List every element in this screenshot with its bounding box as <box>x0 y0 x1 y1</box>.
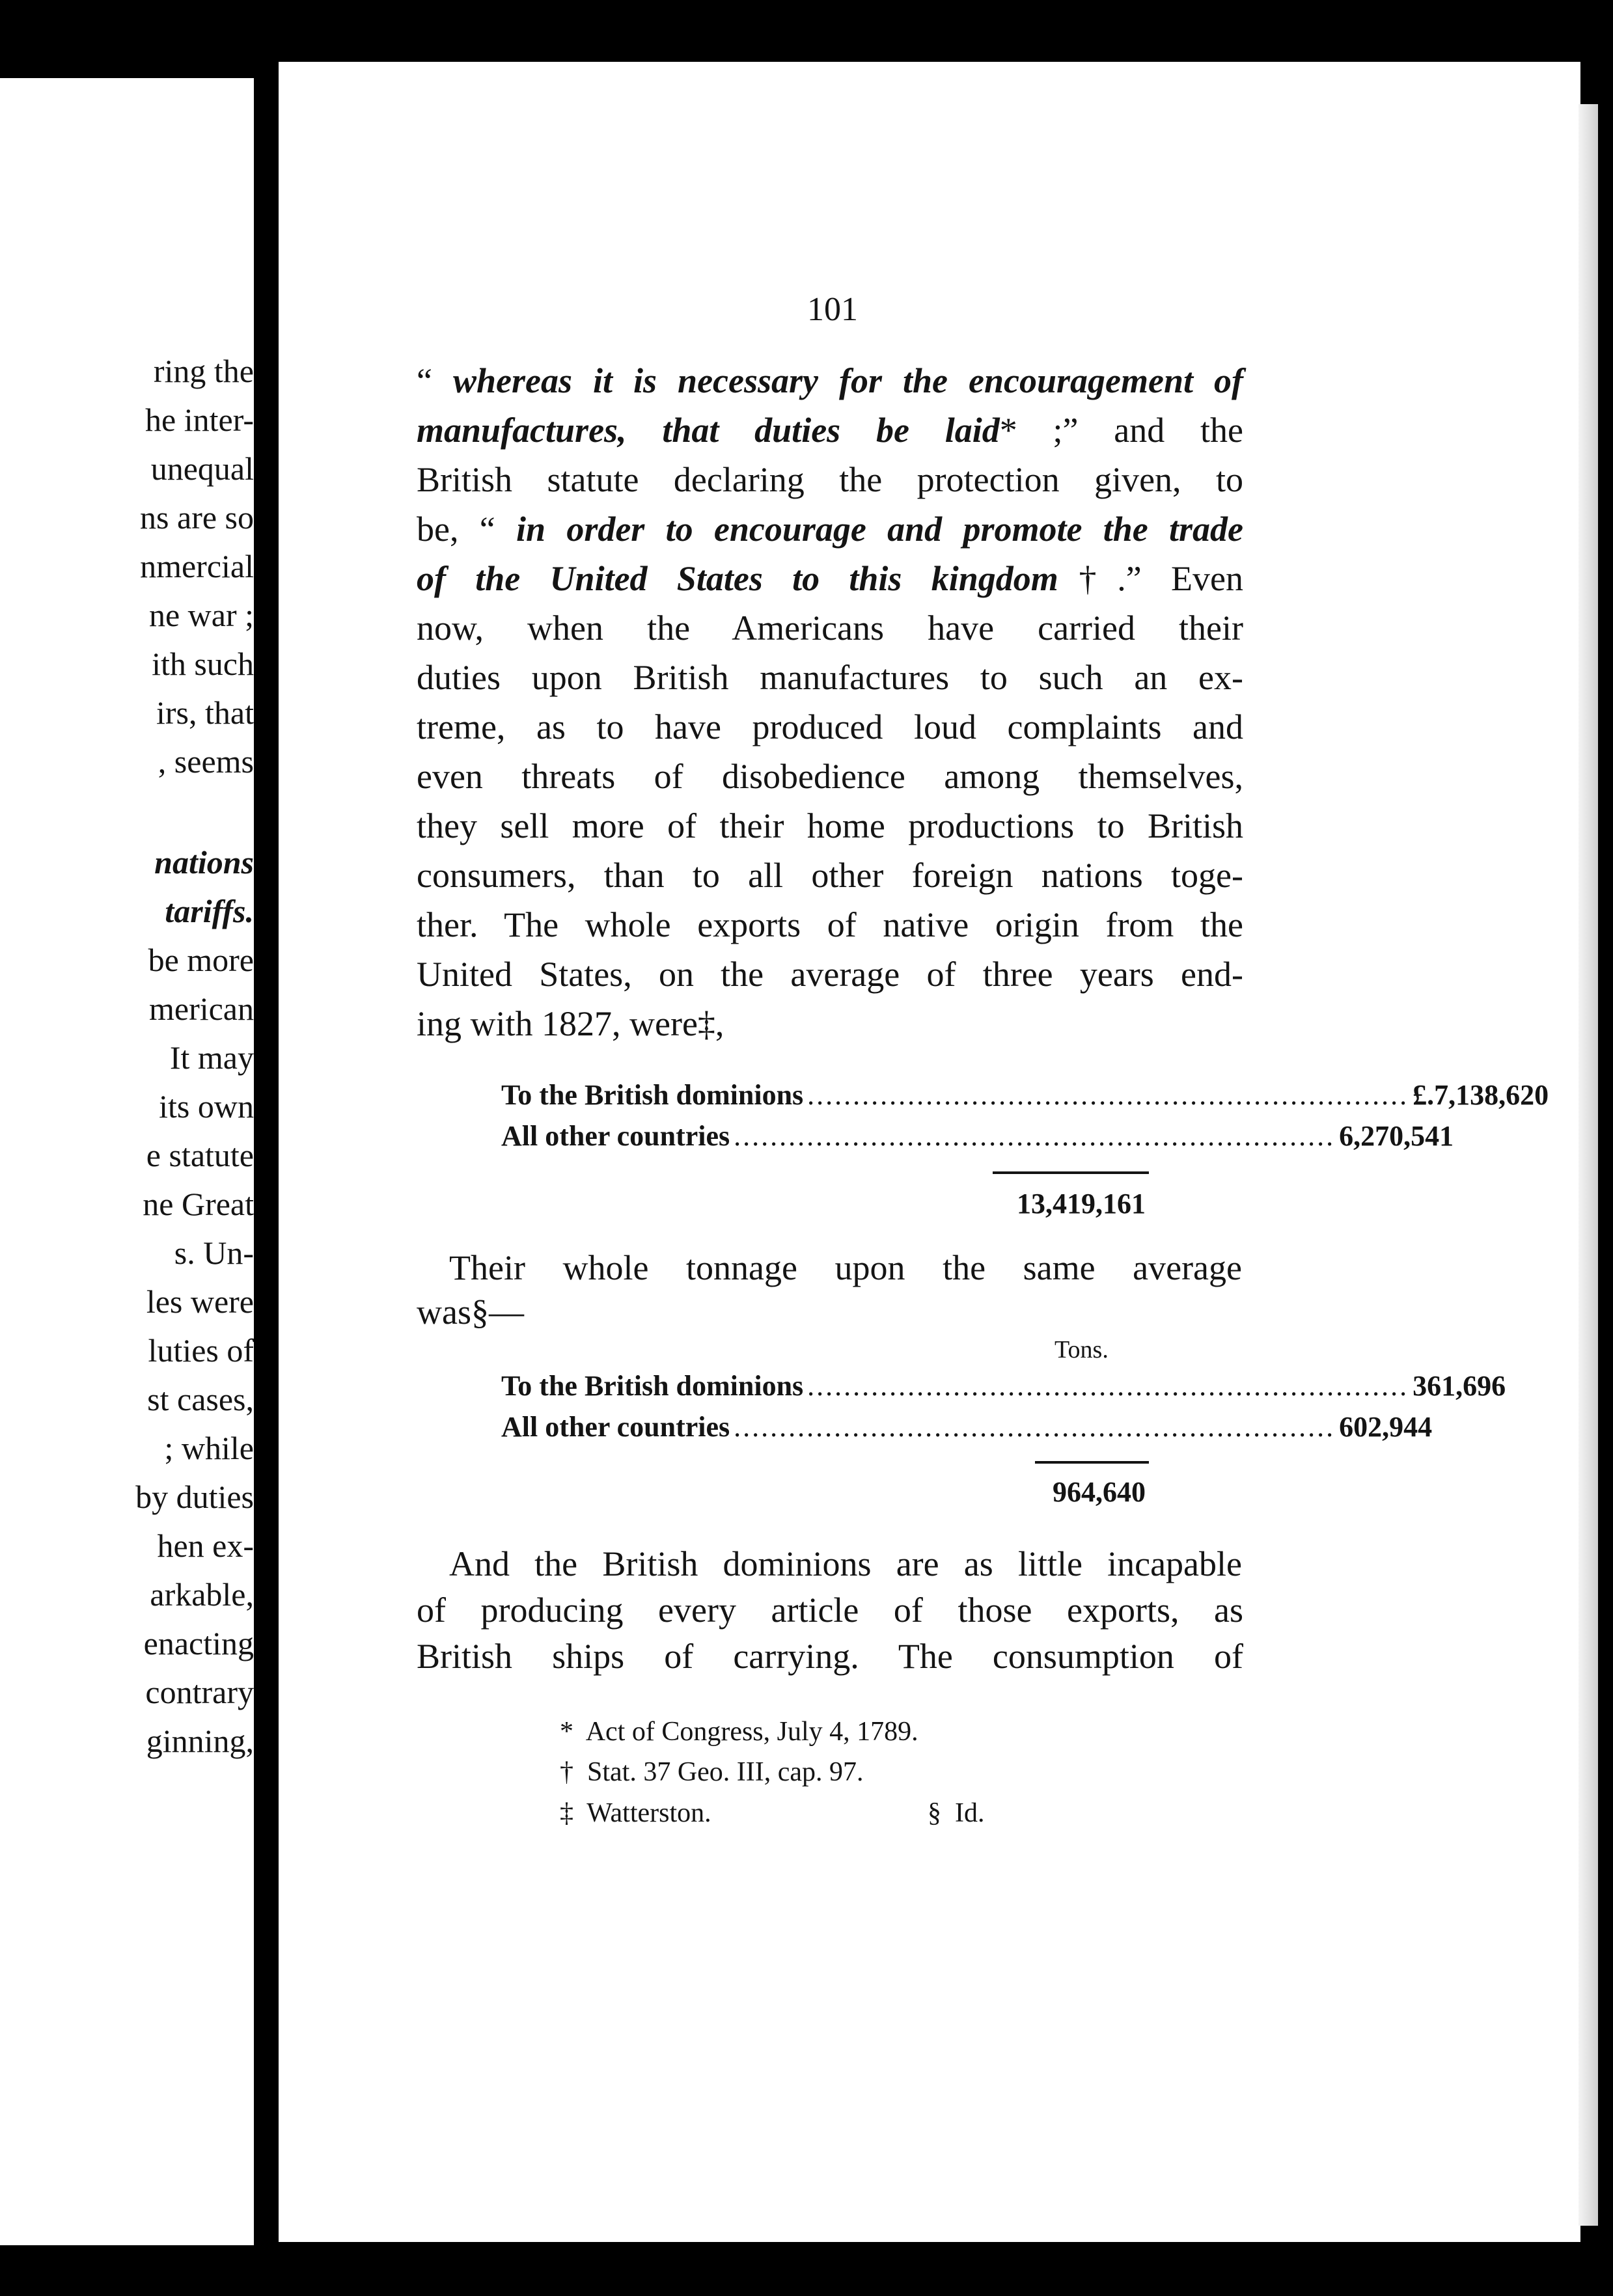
text-run: †.” Even <box>1058 559 1243 598</box>
left-page-line: enacting <box>143 1625 254 1661</box>
text-run: treme, as to have produced loud complaints and <box>417 707 1243 746</box>
exports-row-british <box>501 1077 1549 1114</box>
paragraph-2-line: was§— <box>417 1292 524 1332</box>
leader-dots: .................................................................. <box>807 1370 1409 1402</box>
left-page-line: ring the <box>153 353 254 389</box>
page-edge <box>1579 104 1598 2226</box>
left-page-line: ns are so <box>140 499 254 536</box>
paragraph-1-line <box>417 955 1243 994</box>
left-page-line: arkable, <box>150 1576 254 1613</box>
left-page-line: contrary <box>145 1674 254 1710</box>
text-run: British statute declaring the protection given, to <box>417 460 1243 499</box>
text-run: * ;” and the <box>999 411 1243 450</box>
footnote-text: Id. <box>955 1798 985 1828</box>
left-page-line: ; while <box>164 1430 254 1466</box>
left-page-line: It may <box>169 1039 254 1076</box>
row-label: To the British dominions <box>501 1079 804 1111</box>
left-page-line: ginning, <box>146 1723 254 1759</box>
footnote-mark: * <box>560 1717 573 1747</box>
text-run: consumers, than to all other foreign nations toge- <box>417 856 1243 895</box>
tonnage-row-other <box>501 1409 1433 1445</box>
left-page-line: luties of <box>148 1332 254 1369</box>
italic-text: whereas it is necessary for the encouragement of <box>452 361 1243 400</box>
left-page-line: , seems <box>158 743 254 780</box>
paragraph-2-line: Their whole tonnage upon the same average <box>449 1248 1242 1287</box>
paragraph-1-line <box>417 856 1243 895</box>
paragraph-1-line <box>417 806 1243 845</box>
left-page-line: nations <box>154 844 254 881</box>
paragraph-1-line <box>417 658 1243 697</box>
left-page-line: irs, that <box>156 694 254 731</box>
left-page-line: unequal <box>150 450 254 487</box>
left-page-line: nmercial <box>140 548 254 584</box>
text-run: they sell more of their home productions to British <box>417 806 1243 845</box>
italic-text: in order to encourage and promote the trade <box>516 510 1243 549</box>
leader-dots: .................................................................. <box>734 1120 1336 1152</box>
paragraph-1-line <box>417 460 1243 499</box>
book-gutter <box>254 78 279 2245</box>
left-page-fragment <box>0 78 254 2245</box>
row-value: 361,696 <box>1413 1370 1506 1402</box>
footnote <box>560 1799 711 1827</box>
text-run: United States, on the average of three years end- <box>417 955 1243 994</box>
sum-rule <box>1035 1461 1149 1464</box>
paragraph-1-line <box>417 707 1243 746</box>
footnote <box>560 1758 864 1786</box>
exports-row-other <box>501 1118 1454 1155</box>
footnote-mark: † <box>560 1757 573 1787</box>
left-page-line: tariffs. <box>165 893 254 929</box>
exports-total: 13,419,161 <box>1017 1188 1146 1220</box>
left-page-line: he inter- <box>145 402 254 438</box>
paragraph-3-line: And the British dominions are as little incapable <box>449 1544 1242 1583</box>
unit-label: Tons. <box>1055 1336 1109 1363</box>
text-run: ing with 1827, were‡, <box>417 1004 724 1043</box>
row-label: All other countries <box>501 1120 730 1152</box>
footnote <box>928 1799 985 1827</box>
row-label: To the British dominions <box>501 1370 804 1402</box>
left-page-line: be more <box>148 942 254 978</box>
text-run: now, when the Americans have carried their <box>417 608 1243 648</box>
paragraph-3-line: British ships of carrying. The consumption of <box>417 1637 1243 1676</box>
paragraph-1-line <box>417 757 1243 796</box>
italic-text: manufactures, that duties be laid <box>417 411 1000 450</box>
left-page-line: e statute <box>146 1137 254 1173</box>
left-page-line: ne war ; <box>148 597 254 633</box>
tonnage-total: 964,640 <box>1053 1476 1146 1508</box>
paragraph-1-line <box>417 411 1243 450</box>
row-label: All other countries <box>501 1411 730 1443</box>
left-page-line: st cases, <box>147 1381 254 1417</box>
paragraph-1-line <box>417 608 1243 648</box>
page-number: 101 <box>807 291 858 328</box>
footnote-text: Stat. 37 Geo. III, cap. 97. <box>587 1757 864 1787</box>
paragraph-1-line <box>417 510 1243 549</box>
paragraph-1-line <box>417 905 1243 944</box>
footnote-text: Watterston. <box>586 1798 711 1828</box>
row-value: 6,270,541 <box>1339 1120 1454 1152</box>
italic-text: of the United States to this kingdom <box>417 559 1058 598</box>
text-run: ther. The whole exports of native origin from the <box>417 905 1243 944</box>
text-run: duties upon British manufactures to such an ex- <box>417 658 1243 697</box>
paragraph-3-line: of producing every article of those exports, as <box>417 1591 1243 1630</box>
left-page-line: s. Un- <box>174 1235 254 1271</box>
left-page-line: by duties <box>135 1479 254 1515</box>
left-page-line: ith such <box>152 646 254 682</box>
text-run: even threats of disobedience among themselves, <box>417 757 1243 796</box>
left-page-line: its own <box>159 1088 254 1125</box>
footnote-mark: ‡ <box>560 1798 573 1828</box>
paragraph-1-line <box>417 559 1243 598</box>
row-value: 602,944 <box>1339 1411 1433 1443</box>
footnote-text: Act of Congress, July 4, 1789. <box>585 1717 918 1747</box>
footnote-mark: § <box>928 1798 941 1828</box>
footnote <box>560 1718 918 1745</box>
sum-rule <box>993 1171 1149 1174</box>
leader-dots: .................................................................. <box>807 1079 1409 1111</box>
row-value: £.7,138,620 <box>1413 1079 1549 1111</box>
leader-dots: .................................................................. <box>734 1411 1336 1443</box>
left-page-line: ne Great <box>143 1186 254 1222</box>
left-page-line: les were <box>146 1283 254 1320</box>
paragraph-1-line <box>417 361 1243 400</box>
text-run: “ <box>417 361 453 400</box>
left-page-line: merican <box>148 991 254 1027</box>
tonnage-row-british <box>501 1368 1506 1404</box>
left-page-line: hen ex- <box>157 1527 254 1564</box>
paragraph-1-line <box>417 1004 1243 1043</box>
text-run: be, “ <box>417 510 516 549</box>
